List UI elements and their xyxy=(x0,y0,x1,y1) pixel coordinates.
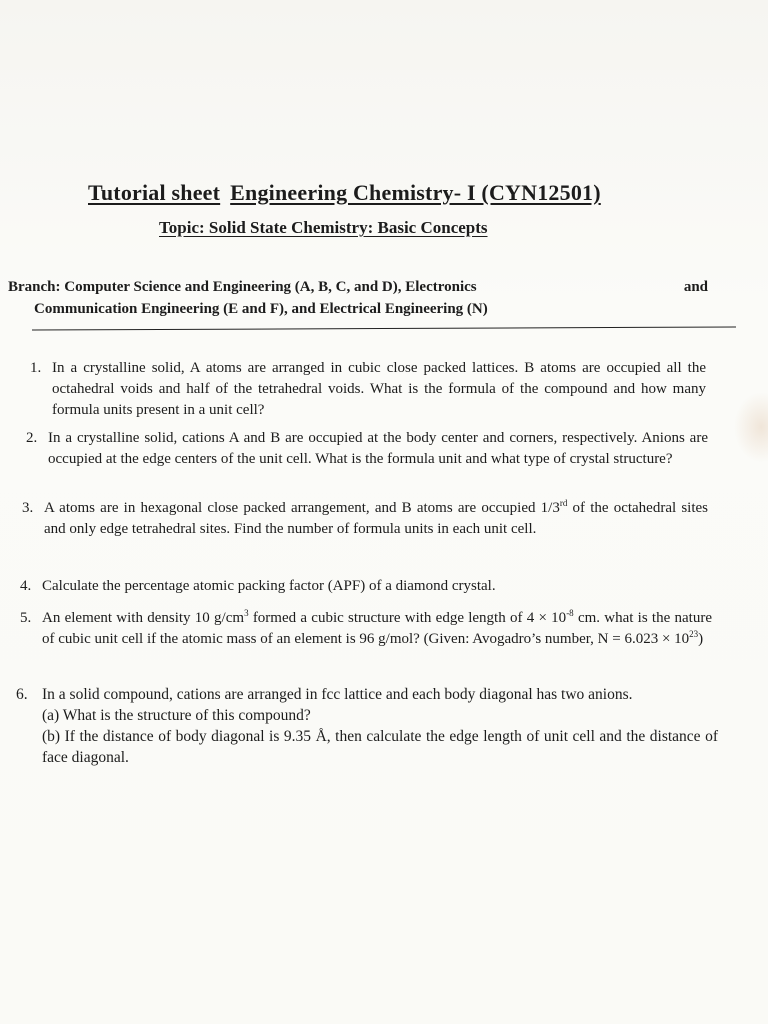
paper-smudge xyxy=(734,392,768,462)
branch-line-2: Communication Engineering (E and F), and Electrical Engineering (N) xyxy=(34,301,488,317)
question-text: In a solid compound, cations are arranged in fcc lattice and each body diagonal has two anions. xyxy=(42,686,633,703)
question-number: 3. xyxy=(22,500,34,516)
question-text: In a crystalline solid, A atoms are arranged in cubic close packed lattices. B atoms are occupied all the octahedral voids and half of the tetrahedral voids. What is the formula of the compound and how many formula units present in a unit cell? xyxy=(52,360,706,418)
question-item xyxy=(26,428,708,470)
branch-line-1-end: and xyxy=(683,279,708,295)
question-text: An element with density 10 $g/cm^3$ formed a cubic structure with edge length of $4 \times 10^{-8}$ cm. what is the nature of cubic unit cell if the atomic mass of an element is 96 g/mol? (Given: Avogadro’s number, $N = 6.023 \times 10^{23}$) xyxy=(42,608,712,647)
branch-line-1: Branch: Computer Science and Engineering (A, B, C, and D), Electronics xyxy=(8,279,477,295)
title-course-name: Engineering Chemistry- I (CYN12501) xyxy=(230,180,601,205)
document-title xyxy=(88,180,601,206)
title-tutorial-sheet: Tutorial sheet xyxy=(88,180,221,205)
branch-info xyxy=(8,276,708,320)
question-part-a: (a) What is the structure of this compound? xyxy=(42,707,311,724)
question-number: 6. xyxy=(16,686,28,703)
question-item xyxy=(22,498,708,540)
header-divider xyxy=(32,326,736,330)
question-item xyxy=(30,358,706,421)
question-number: 4. xyxy=(20,578,32,594)
question-number: 1. xyxy=(30,360,42,376)
question-text: A atoms are in hexagonal close packed arrangement, and B atoms are occupied 1/3rd of the octahedral sites and only edge tetrahedral sites. Find the number of formula units in each unit cell. xyxy=(44,498,708,537)
question-text: Calculate the percentage atomic packing factor (APF) of a diamond crystal. xyxy=(42,578,496,594)
question-number: 5. xyxy=(20,610,32,626)
question-number: 2. xyxy=(26,430,38,446)
question-item xyxy=(20,608,712,650)
question-item xyxy=(20,576,710,597)
question-part-b: (b) If the distance of body diagonal is 9.35 Å, then calculate the edge length of unit cell and the distance of face diagonal. xyxy=(42,728,718,766)
question-item xyxy=(16,684,718,768)
question-text: In a crystalline solid, cations A and B are occupied at the body center and corners, respectively. Anions are occupied at the edge centers of the unit cell. What is the formula unit and what type of crystal structure? xyxy=(48,430,708,467)
topic-heading: Topic: Solid State Chemistry: Basic Concepts xyxy=(159,218,488,237)
